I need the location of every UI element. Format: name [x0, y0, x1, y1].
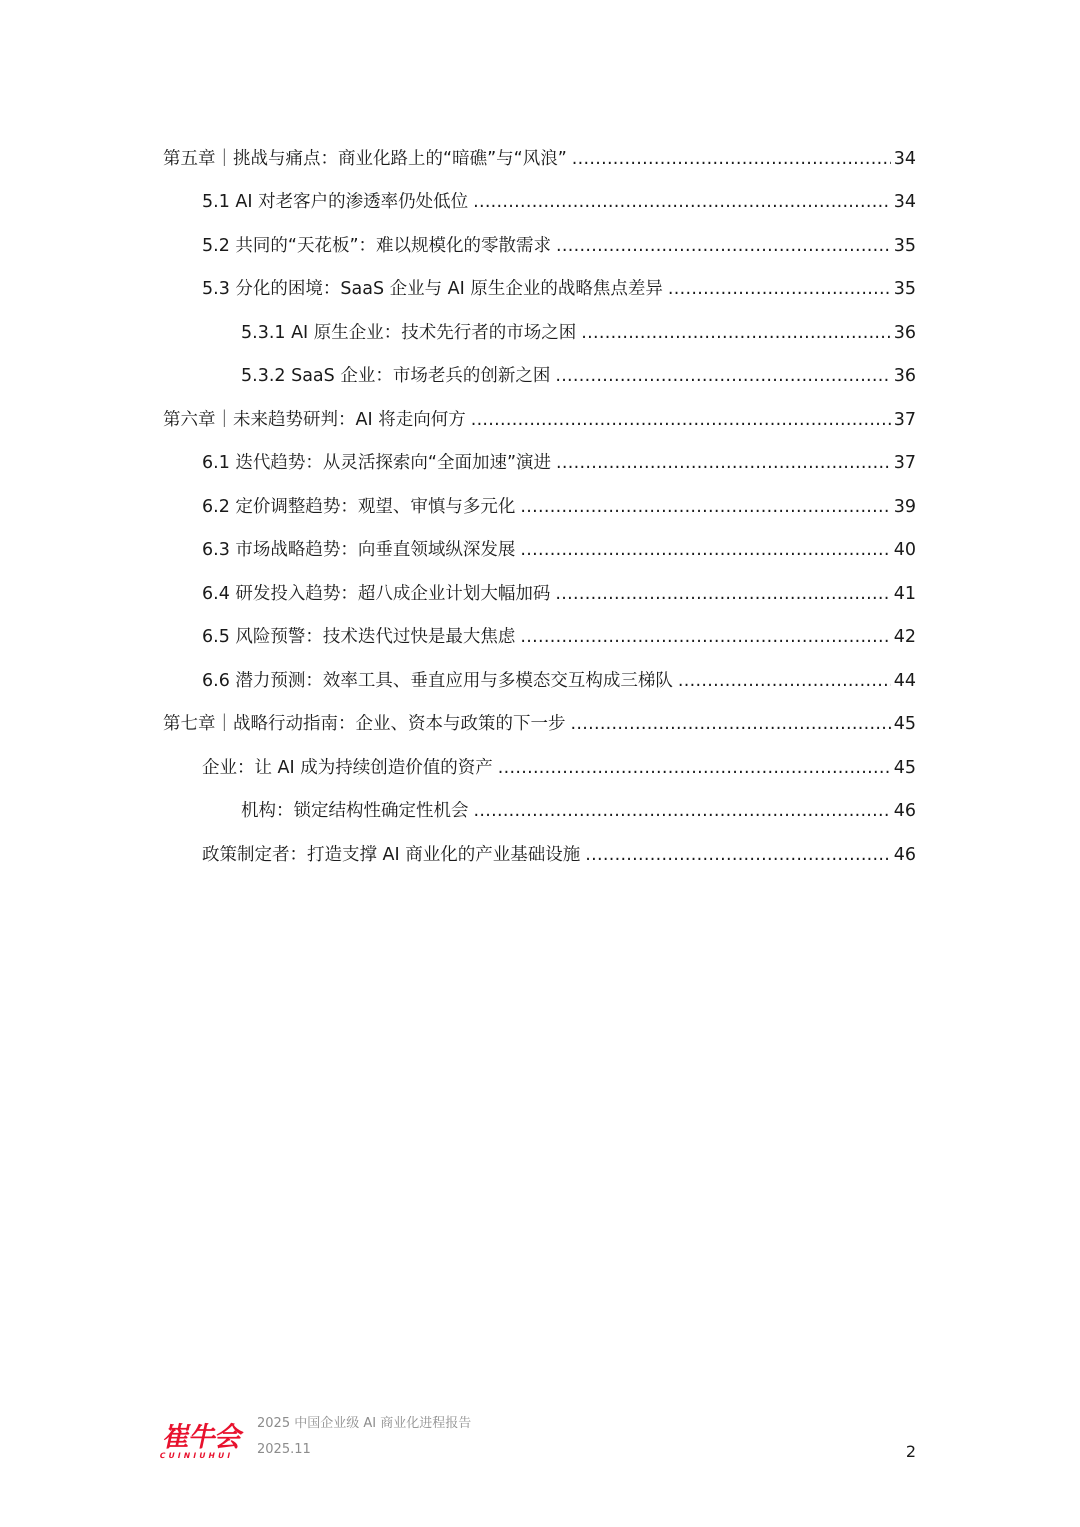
toc-entry-page: 35 — [893, 279, 916, 299]
toc-entry-label: 5.2 共同的“天花板”：难以规模化的零散需求 — [202, 236, 552, 256]
toc-entry-label: 6.1 迭代趋势：从灵活探索向“全面加速”演进 — [202, 453, 552, 473]
toc-entry-label: 5.1 AI 对老客户的渗透率仍处低位 — [202, 192, 469, 212]
toc-entry-chapter-6[interactable] — [163, 405, 916, 435]
toc-entry-page: 44 — [893, 671, 916, 691]
toc-entry-page: 39 — [893, 497, 916, 517]
dot-leader — [520, 492, 890, 522]
toc-entry-page: 40 — [893, 540, 916, 560]
svg-text:CUINIUHUI: CUINIUHUI — [160, 1451, 235, 1460]
report-date: 2025.11 — [257, 1442, 311, 1457]
toc-entry-page: 45 — [893, 714, 916, 734]
toc-entry-policymakers[interactable] — [202, 840, 916, 870]
toc-entry-label: 企业：让 AI 成为持续创造价值的资产 — [202, 758, 493, 778]
toc-entry-6-1[interactable] — [202, 448, 916, 478]
dot-leader — [585, 840, 890, 870]
toc-entry-page: 36 — [893, 323, 916, 343]
dot-leader — [555, 361, 890, 391]
toc-entry-page: 46 — [893, 801, 916, 821]
toc-entry-page: 37 — [893, 410, 916, 430]
toc-entry-page: 34 — [893, 149, 916, 169]
toc-entry-label: 6.6 潜力预测：效率工具、垂直应用与多模态交互构成三梯队 — [202, 671, 673, 691]
toc-entry-institutions[interactable] — [241, 796, 916, 826]
dot-leader — [473, 187, 891, 217]
toc-entry-enterprise[interactable] — [202, 753, 916, 783]
cuiniuhui-logo — [160, 1417, 246, 1463]
toc-entry-label: 机构：锁定结构性确定性机会 — [241, 801, 469, 821]
toc-entry-label: 6.4 研发投入趋势：超八成企业计划大幅加码 — [202, 584, 551, 604]
toc-entry-label: 第七章｜战略行动指南：企业、资本与政策的下一步 — [163, 714, 566, 734]
toc-entry-chapter-7[interactable] — [163, 709, 916, 739]
toc-entry-label: 5.3.2 SaaS 企业：市场老兵的创新之困 — [241, 366, 551, 386]
toc-entry-page: 41 — [893, 584, 916, 604]
toc-entry-page: 45 — [893, 758, 916, 778]
toc-entry-label: 第六章｜未来趋势研判：AI 将走向何方 — [163, 410, 466, 430]
dot-leader — [474, 796, 891, 826]
dot-leader — [678, 666, 891, 696]
dot-leader — [520, 622, 890, 652]
toc-entry-label: 第五章｜挑战与痛点：商业化路上的“暗礁”与“风浪” — [163, 149, 567, 169]
toc-entry-label: 6.5 风险预警：技术迭代过快是最大焦虑 — [202, 627, 516, 647]
report-title: 2025 中国企业级 AI 商业化进程报告 — [257, 1416, 472, 1431]
dot-leader — [572, 144, 891, 174]
toc-entry-label: 5.3 分化的困境：SaaS 企业与 AI 原生企业的战略焦点差异 — [202, 279, 663, 299]
toc-entry-6-2[interactable] — [202, 492, 916, 522]
toc-entry-chapter-5[interactable] — [163, 144, 916, 174]
toc-entry-6-5[interactable] — [202, 622, 916, 652]
toc-entry-5-3[interactable] — [202, 274, 916, 304]
toc-entry-6-3[interactable] — [202, 535, 916, 565]
dot-leader — [581, 318, 890, 348]
toc-entry-page: 37 — [893, 453, 916, 473]
dot-leader — [555, 579, 890, 609]
toc-entry-label: 5.3.1 AI 原生企业：技术先行者的市场之困 — [241, 323, 577, 343]
dot-leader — [498, 753, 891, 783]
toc-entry-page: 34 — [893, 192, 916, 212]
svg-text:崔牛会: 崔牛会 — [160, 1422, 245, 1453]
toc-entry-5-1[interactable] — [202, 187, 916, 217]
dot-leader — [668, 274, 891, 304]
toc-entry-5-2[interactable] — [202, 231, 916, 261]
dot-leader — [520, 535, 890, 565]
toc-entry-page: 42 — [893, 627, 916, 647]
dot-leader — [571, 709, 891, 739]
toc-entry-label: 6.2 定价调整趋势：观望、审慎与多元化 — [202, 497, 516, 517]
toc-entry-label: 6.3 市场战略趋势：向垂直领域纵深发展 — [202, 540, 516, 560]
dot-leader — [471, 405, 891, 435]
toc-entry-5-3-1[interactable] — [241, 318, 916, 348]
toc-entry-6-6[interactable] — [202, 666, 916, 696]
toc-entry-label: 政策制定者：打造支撑 AI 商业化的产业基础设施 — [202, 845, 581, 865]
toc-entry-page: 46 — [893, 845, 916, 865]
toc-entry-page: 36 — [893, 366, 916, 386]
dot-leader — [556, 448, 891, 478]
dot-leader — [556, 231, 891, 261]
toc-entry-6-4[interactable] — [202, 579, 916, 609]
toc-entry-5-3-2[interactable] — [241, 361, 916, 391]
toc-entry-page: 35 — [893, 236, 916, 256]
page-number: 2 — [905, 1442, 916, 1461]
